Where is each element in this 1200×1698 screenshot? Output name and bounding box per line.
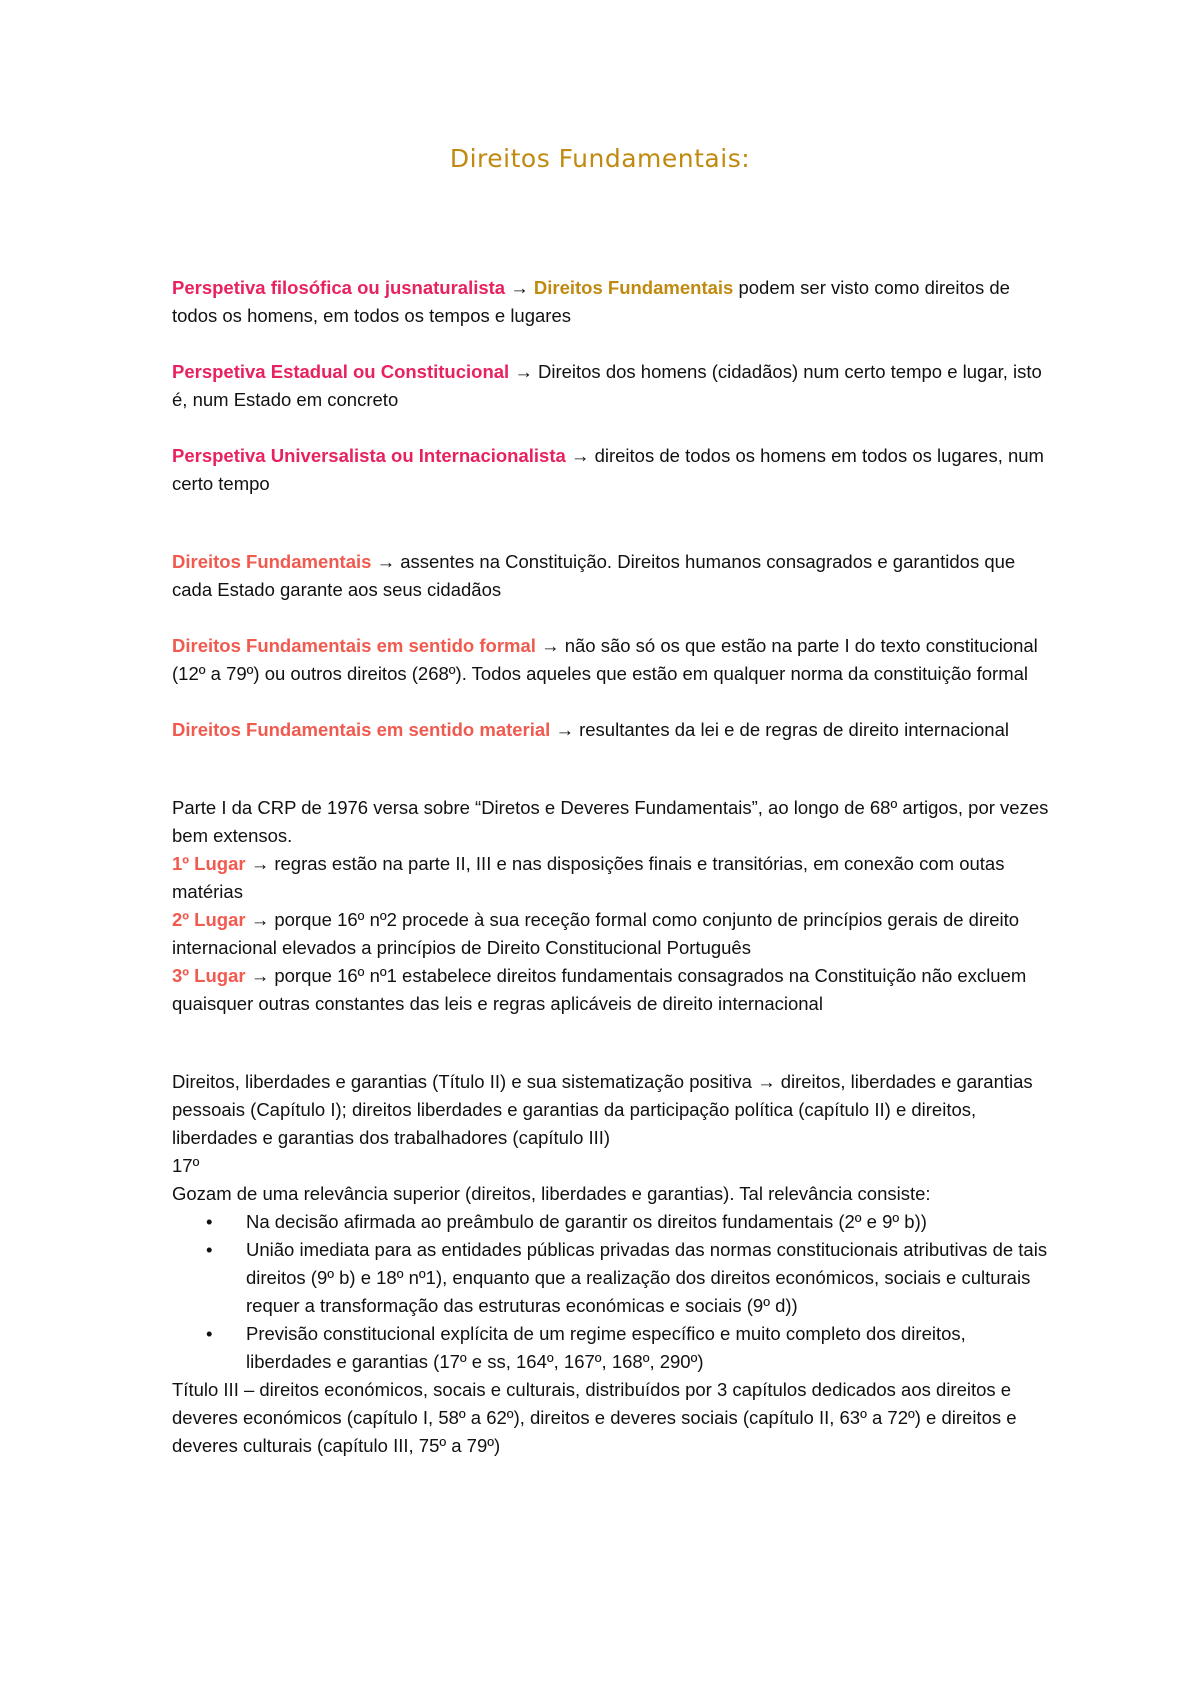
arrow-symbol: → (371, 551, 401, 572)
place-label: 3º Lugar (172, 965, 246, 986)
perspective-text: direitos de todos os homens em todos os lugares, num certo tempo (172, 445, 1044, 494)
place-text: porque 16º nº1 estabelece direitos fundamentais consagrados na Constituição não excluem quaisquer outras constantes das leis e regras aplicáveis de direito internacional (172, 965, 1027, 1014)
arrow-symbol: → (245, 965, 275, 986)
paragraph-relevance: Gozam de uma relevância superior (direitos, liberdades e garantias). Tal relevância consiste: (172, 1183, 931, 1204)
bullet-icon: • (206, 1323, 213, 1344)
definition-text: assentes na Constituição. Direitos humanos consagrados e garantidos que cada Estado garante aos seus cidadãos (172, 551, 1016, 600)
paragraph-article-17: 17º (172, 1155, 200, 1176)
place-text: regras estão na parte II, III e nas disposições finais e transitórias, em conexão com outas matérias (172, 853, 1005, 902)
bullet-icon: • (206, 1211, 213, 1232)
definition-heading: Direitos Fundamentais em sentido formal (172, 635, 536, 656)
definition-text: não são só os que estão na parte I do texto constitucional (12º a 79º) ou outros direitos (268º). Todos aqueles que estão em qualquer norma da constituição formal (172, 635, 1038, 684)
arrow-symbol: → (535, 635, 565, 656)
arrow-symbol: → (565, 445, 595, 466)
list-item (206, 1236, 1052, 1320)
arrow-symbol: → (245, 909, 275, 930)
paragraph-perspective-universalist (172, 442, 1052, 498)
arrow-symbol: → (550, 719, 580, 740)
place-text: porque 16º nº2 procede à sua receção formal como conjunto de princípios gerais de direito internacional elevados a princípios de Direito Constitucional Português (172, 909, 1020, 958)
paragraph-place-2 (172, 906, 1052, 962)
paragraph-crp-intro: Parte I da CRP de 1976 versa sobre “Diretos e Deveres Fundamentais”, ao longo de 68º artigos, por vezes bem extensos. (172, 797, 1049, 846)
list-item-text: Na decisão afirmada ao preâmbulo de garantir os direitos fundamentais (2º e 9º b)) (246, 1211, 927, 1232)
perspective-text: Direitos dos homens (cidadãos) num certo tempo e lugar, isto é, num Estado em concreto (172, 361, 1042, 410)
place-label: 1º Lugar (172, 853, 246, 874)
arrow-symbol: → (509, 361, 538, 382)
paragraph-liberdades-intro: Direitos, liberdades e garantias (Título II) e sua sistematização positiva → direitos, liberdades e garantias pessoais (Capítulo I); direitos liberdades e garantias da participação política (capítulo II) e direitos, liberdades e garantias dos trabalhadores (capítulo III) (172, 1071, 1033, 1148)
definition-text: resultantes da lei e de regras de direito internacional (579, 719, 1009, 740)
paragraph-place-3 (172, 962, 1052, 1018)
document-body (172, 274, 1052, 1460)
perspective-heading: Perspetiva Estadual ou Constitucional (172, 361, 510, 382)
definition-heading: Direitos Fundamentais (172, 551, 372, 572)
paragraph-definition-general (172, 548, 1052, 604)
paragraph-definition-formal (172, 632, 1052, 688)
highlight-term: Direitos Fundamentais (533, 277, 734, 298)
document-title: Direitos Fundamentais: (449, 144, 751, 173)
list-item (206, 1208, 1052, 1236)
list-item-text: Previsão constitucional explícita de um regime específico e muito completo dos direitos, liberdades e garantias (17º e ss, 164º, 167º, 168º, 290º) (246, 1323, 966, 1372)
list-item-text: União imediata para as entidades públicas privadas das normas constitucionais atributivas de tais direitos (9º b) e 18º nº1), enquanto que a realização dos direitos económicos, sociais e culturais requer a transformação das estruturas económicas e sociais (9º d)) (246, 1239, 1048, 1316)
perspective-text: podem ser visto como direitos de todos os homens, em todos os tempos e lugares (172, 277, 1010, 326)
place-label: 2º Lugar (172, 909, 246, 930)
perspective-heading: Perspetiva Universalista ou Internacionalista (172, 445, 566, 466)
paragraph-perspective-philosophical (172, 274, 1052, 330)
bullet-icon: • (206, 1239, 213, 1260)
paragraph-titulo-iii: Título III – direitos económicos, socais e culturais, distribuídos por 3 capítulos dedicados aos direitos e deveres económicos (capítulo I, 58º a 62º), direitos e deveres sociais (capítulo II, 63º a 72º) e direitos e deveres culturais (capítulo III, 75º a 79º) (172, 1379, 1017, 1456)
arrow-symbol: → (505, 277, 534, 298)
paragraph-perspective-constitutional (172, 358, 1052, 414)
paragraph-definition-material (172, 716, 1052, 744)
definition-heading: Direitos Fundamentais em sentido material (172, 719, 551, 740)
relevance-list (172, 1208, 1052, 1376)
list-item (206, 1320, 1052, 1376)
paragraph-place-1 (172, 850, 1052, 906)
perspective-heading: Perspetiva filosófica ou jusnaturalista (172, 277, 506, 298)
arrow-symbol: → (245, 853, 275, 874)
